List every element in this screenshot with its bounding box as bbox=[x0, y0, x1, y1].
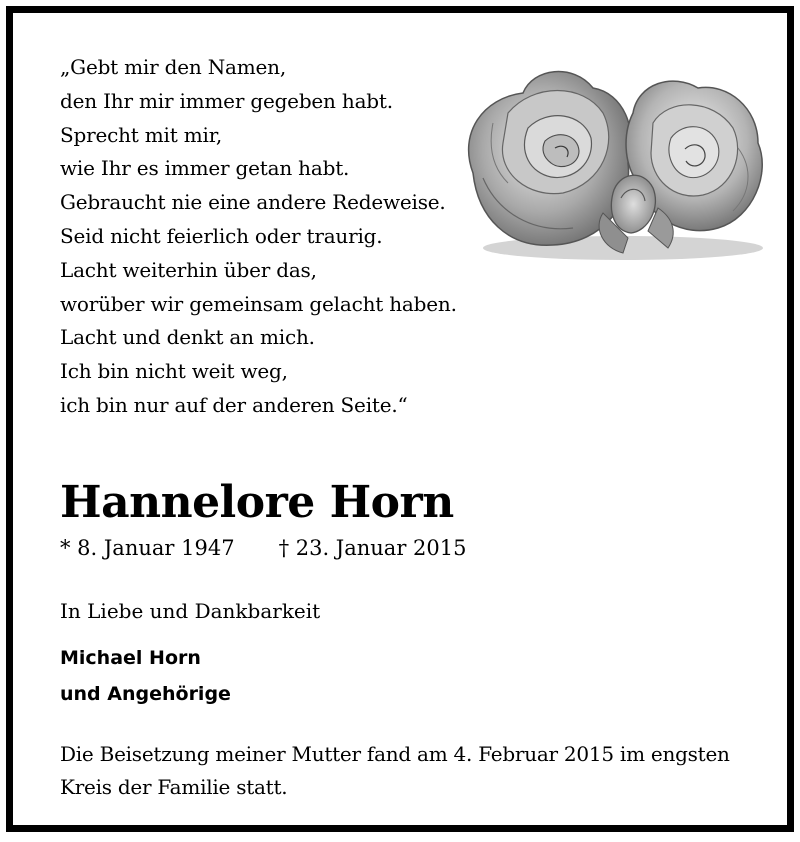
poem-line: wie Ihr es immer getan habt. bbox=[60, 156, 350, 181]
deceased-name: Hannelore Horn bbox=[60, 477, 454, 528]
poem-line: ich bin nur auf der anderen Seite.“ bbox=[60, 392, 408, 417]
birth-date: * 8. Januar 1947 bbox=[60, 536, 235, 560]
life-dates bbox=[60, 533, 466, 563]
funeral-note: Die Beisetzung meiner Mutter fand am 4. Februar 2015 im engsten Kreis der Familie statt. bbox=[60, 742, 730, 799]
poem-line: Seid nicht feierlich oder traurig. bbox=[60, 223, 383, 248]
roses-photo-icon bbox=[453, 53, 773, 273]
poem-line: Gebraucht nie eine andere Redeweise. bbox=[60, 190, 446, 215]
poem-line: „Gebt mir den Namen, bbox=[60, 55, 286, 79]
poem-line: den Ihr mir immer gegeben habt. bbox=[60, 88, 393, 113]
poem-line: Ich bin nicht weit weg, bbox=[60, 359, 288, 384]
poem-line: Lacht und denkt an mich. bbox=[60, 325, 315, 350]
mourners bbox=[60, 640, 231, 712]
closing-phrase: In Liebe und Dankbarkeit bbox=[60, 599, 321, 623]
mourner-relatives: und Angehörige bbox=[60, 683, 231, 705]
death-date: † 23. Januar 2015 bbox=[278, 536, 467, 560]
poem-line: worüber wir gemeinsam gelacht haben. bbox=[60, 291, 457, 316]
poem-line: Sprecht mit mir, bbox=[60, 122, 223, 147]
mourner-name: Michael Horn bbox=[60, 647, 201, 669]
poem bbox=[60, 51, 490, 423]
poem-line: Lacht weiterhin über das, bbox=[60, 257, 317, 282]
obituary-notice bbox=[6, 6, 794, 832]
